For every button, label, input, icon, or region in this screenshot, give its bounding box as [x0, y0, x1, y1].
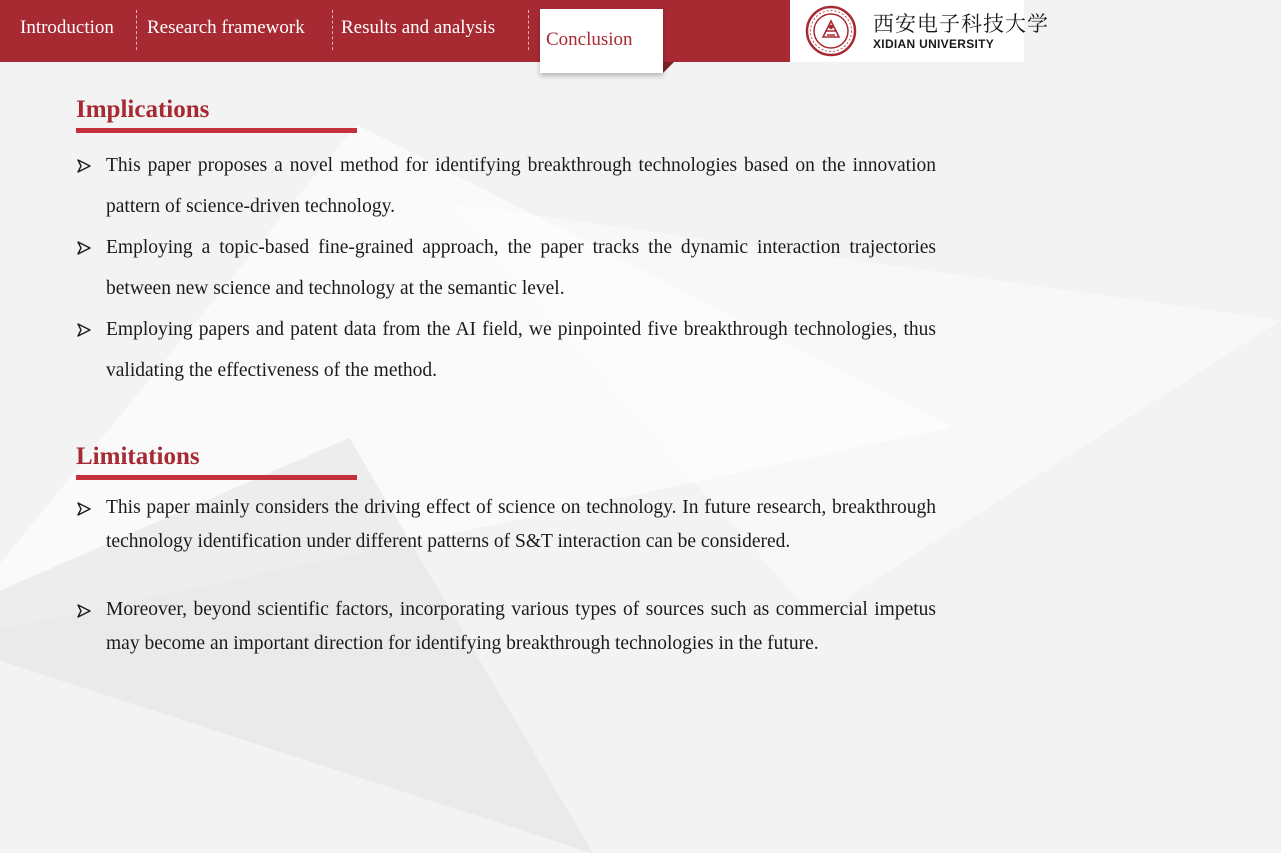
bullet-arrow-icon [76, 240, 92, 256]
tab-conclusion-label: Conclusion [546, 29, 633, 50]
implication-item-1: This paper proposes a novel method for identifying breakthrough technologies based on the innovation pattern of science-driven technology. [106, 155, 936, 217]
limitations-underline [76, 475, 357, 480]
bullet-arrow-icon [76, 158, 92, 174]
bullet-arrow-icon [76, 603, 92, 619]
tab-introduction[interactable]: Introduction [20, 17, 114, 38]
tab-conclusion[interactable] [540, 9, 663, 73]
implications-underline [76, 128, 357, 133]
implications-title: Implications [76, 96, 210, 123]
limitations-title: Limitations [76, 443, 200, 470]
limitation-item-1: This paper mainly considers the driving effect of science on technology. In future research, breakthrough technology identification under different patterns of S&T interaction can be considered. [106, 497, 936, 552]
tab-separator [332, 10, 333, 50]
implication-item-3: Employing papers and patent data from the AI field, we pinpointed five breakthrough technologies, thus validating the effectiveness of the method. [106, 319, 936, 381]
active-tab-fold [663, 62, 674, 73]
implication-item-2: Employing a topic-based fine-grained approach, the paper tracks the dynamic interaction trajectories between new science and technology at the semantic level. [106, 237, 936, 299]
tab-research-framework[interactable]: Research framework [147, 17, 305, 38]
limitation-item-2: Moreover, beyond scientific factors, incorporating various types of sources such as commercial impetus may become an important direction for identifying breakthrough technologies in the future. [106, 599, 936, 654]
tab-results-and-analysis[interactable]: Results and analysis [341, 17, 496, 38]
bullet-arrow-icon [76, 501, 92, 517]
tab-separator [136, 10, 137, 50]
university-seal-icon [805, 5, 857, 57]
tab-separator [528, 10, 529, 50]
university-chinese-name: 西安电子科技大学 [873, 12, 1049, 36]
university-english-name: XIDIAN UNIVERSITY [873, 37, 995, 51]
bullet-arrow-icon [76, 322, 92, 338]
